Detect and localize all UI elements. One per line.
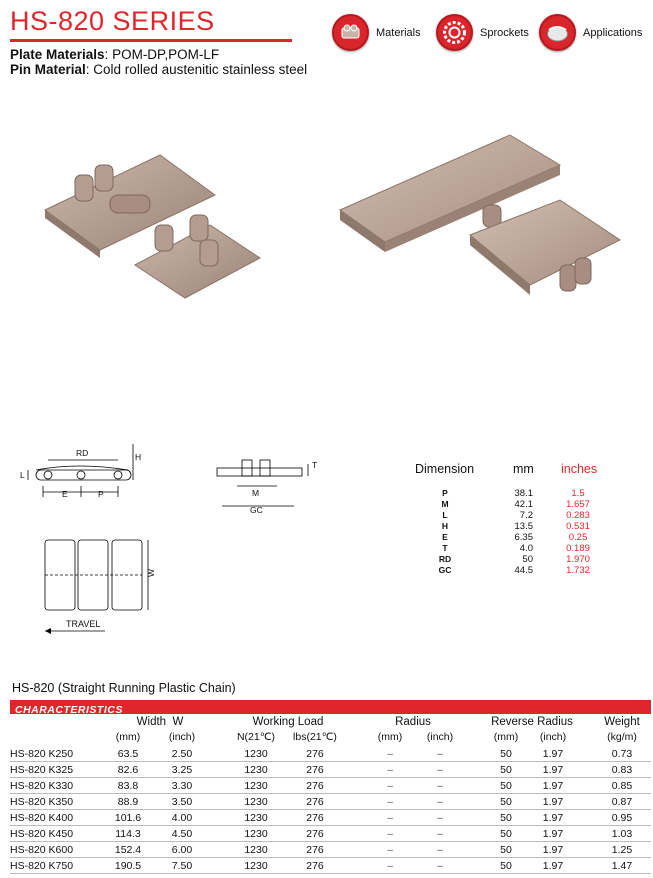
dimension-mm: 4.0 [519,543,533,554]
dimension-row [415,565,653,576]
dimension-key: L [442,510,448,520]
dimension-mm: 42.1 [514,499,533,510]
cell-load-n: 1230 [244,860,268,872]
cell-width-mm: 88.9 [117,796,139,808]
materials-badge[interactable] [332,14,421,51]
dimension-inches: 1.5 [571,488,585,499]
load-lbs-unit: lbs(21℃) [293,731,337,743]
radius-mm-unit: (mm) [377,731,403,743]
cell-reverse-radius-mm: 50 [500,748,512,760]
dimension-table [415,462,653,592]
dimension-row [415,532,653,543]
cell-reverse-radius-inch: 1.97 [542,764,564,776]
cell-load-lbs: 276 [306,764,324,776]
cell-reverse-radius-mm: 50 [500,812,512,824]
pin-material-line: Pin Material: Cold rolled austenitic stainless steel [10,62,308,77]
cell-radius-inch: – [437,844,443,856]
cell-reverse-radius-mm: 50 [500,780,512,792]
characteristics-bar [10,700,651,714]
cell-load-lbs: 276 [306,828,324,840]
cell-radius-inch: – [437,764,443,776]
plate-material-label: Plate Materials [10,47,105,62]
cell-model: HS-820 K325 [10,764,74,776]
travel-label: TRAVEL [66,619,101,629]
weight-unit: (kg/m) [607,731,637,743]
dimension-inches: 0.283 [566,510,590,521]
dimension-mm: 13.5 [514,521,533,532]
cell-model: HS-820 K250 [10,748,74,760]
dimension-row [415,510,653,521]
cell-radius-mm: – [387,748,393,760]
cell-weight-kg: 0.87 [611,796,633,808]
chain-assembly-image [335,130,625,305]
t-label: T [312,460,318,470]
dimension-key: E [442,532,448,542]
cell-load-n: 1230 [244,796,268,808]
cell-width-mm: 83.8 [117,780,139,792]
radius-header: Radius [395,716,431,728]
dimension-key: H [441,521,449,531]
dimension-inches: 1.657 [566,499,590,510]
table-row [10,826,651,842]
top-view-diagram [40,535,160,615]
cell-load-n: 1230 [244,812,268,824]
cell-width-mm: 63.5 [117,748,139,760]
cell-radius-mm: – [387,812,393,824]
sprockets-badge[interactable] [436,14,529,51]
dimension-row [415,543,653,554]
cell-model: HS-820 K600 [10,844,74,856]
e-label: E [62,489,68,499]
cell-weight-kg: 0.85 [611,780,633,792]
cell-weight-kg: 1.03 [611,828,633,840]
cell-width-inch: 3.50 [171,796,193,808]
cell-radius-mm: – [387,844,393,856]
table-subtitle: HS-820 (Straight Running Plastic Chain) [12,681,236,695]
cell-reverse-radius-inch: 1.97 [542,828,564,840]
p-label: P [98,489,104,499]
cell-reverse-radius-mm: 50 [500,764,512,776]
dimension-key: GC [438,565,452,575]
load-n-unit: N(21℃) [236,731,276,743]
dimension-key: M [441,499,449,509]
page-title: HS-820 SERIES [10,6,215,36]
cell-width-mm: 82.6 [117,764,139,776]
cell-model: HS-820 K450 [10,828,74,840]
cell-weight-kg: 0.73 [611,748,633,760]
plate-material-value: POM-DP,POM-LF [112,47,220,62]
cell-width-mm: 114.3 [115,828,141,840]
cell-width-inch: 2.50 [171,748,193,760]
cell-reverse-radius-inch: 1.97 [542,844,564,856]
cell-model: HS-820 K330 [10,780,74,792]
cell-load-lbs: 276 [306,748,324,760]
cell-radius-mm: – [387,780,393,792]
title-underline [10,39,292,42]
cell-reverse-radius-mm: 50 [500,828,512,840]
radius-inch-unit: (inch) [426,731,454,743]
width-mm-unit: (mm) [115,731,141,743]
cell-width-mm: 152.4 [114,844,142,856]
dimension-mm: 50 [522,554,533,565]
l-label: L [20,470,25,480]
cell-weight-kg: 0.95 [611,812,633,824]
dimension-inches: 0.189 [566,543,590,554]
table-row [10,794,651,810]
cell-reverse-radius-inch: 1.97 [542,780,564,792]
cell-reverse-radius-mm: 50 [500,844,512,856]
cell-width-inch: 4.00 [171,812,193,824]
cell-reverse-radius-inch: 1.97 [542,748,564,760]
materials-label: Materials [376,26,421,39]
cell-radius-inch: – [437,796,443,808]
h-label: H [135,452,142,462]
dimension-key: RD [438,554,452,564]
dimension-row [415,521,653,532]
rev-inch-unit: (inch) [539,731,567,743]
cell-load-n: 1230 [244,764,268,776]
cell-model: HS-820 K750 [10,860,74,872]
dimension-inches: 1.732 [566,565,590,576]
table-row [10,746,651,762]
cell-load-lbs: 276 [306,844,324,856]
table-row [10,842,651,858]
dimension-mm: 44.5 [514,565,533,576]
row-divider [10,873,651,874]
w-label: W [146,568,157,578]
cell-load-lbs: 276 [306,780,324,792]
cell-radius-mm: – [387,828,393,840]
cell-radius-mm: – [387,796,393,808]
cell-load-n: 1230 [244,780,268,792]
cell-reverse-radius-mm: 50 [500,860,512,872]
table-row [10,762,651,778]
cell-width-inch: 4.50 [171,828,193,840]
dimension-row [415,488,653,499]
cell-radius-inch: – [437,860,443,872]
applications-icon [539,14,576,51]
table-row [10,778,651,794]
cell-reverse-radius-inch: 1.97 [542,812,564,824]
dimension-key: P [442,488,448,498]
reverse-radius-header: Reverse Radius [491,716,573,728]
dimension-inches: 1.970 [566,554,590,565]
cell-load-n: 1230 [244,748,268,760]
cell-load-n: 1230 [244,828,268,840]
cell-model: HS-820 K400 [10,812,74,824]
cell-width-mm: 101.6 [114,812,142,824]
materials-icon [332,14,369,51]
dimension-mm: 7.2 [519,510,533,521]
rd-label: RD [76,448,89,458]
cell-width-inch: 3.30 [171,780,193,792]
dimension-row [415,499,653,510]
cell-radius-inch: – [437,780,443,792]
dimension-header: Dimension [415,462,475,476]
cell-reverse-radius-inch: 1.97 [542,796,564,808]
cell-radius-mm: – [387,860,393,872]
width-header: Width W [136,716,184,728]
applications-label: Applications [583,26,643,39]
pin-material-value: Cold rolled austenitic stainless steel [93,62,308,77]
inches-header: inches [561,462,598,476]
dimension-row [415,554,653,565]
gc-label: GC [250,505,263,515]
width-inch-unit: (inch) [168,731,196,743]
dimension-inches: 0.531 [566,521,590,532]
cell-weight-kg: 1.47 [611,860,633,872]
cell-model: HS-820 K350 [10,796,74,808]
sprockets-label: Sprockets [480,26,529,39]
front-view-diagram [212,456,322,518]
characteristics-label: CHARACTERISTICS [15,704,123,716]
mm-header: mm [513,462,534,476]
cell-radius-inch: – [437,748,443,760]
cell-radius-mm: – [387,764,393,776]
pin-material-label: Pin Material [10,62,86,77]
table-row [10,810,651,826]
cell-load-n: 1230 [244,844,268,856]
cell-width-mm: 190.5 [114,860,142,872]
dimension-key: T [442,543,448,553]
cell-radius-inch: – [437,828,443,840]
cell-load-lbs: 276 [306,812,324,824]
dimension-mm: 38.1 [514,488,533,499]
cell-load-lbs: 276 [306,860,324,872]
chain-links-image [40,140,280,300]
cell-width-inch: 7.50 [171,860,193,872]
plate-material-line: Plate Materials: POM-DP,POM-LF [10,47,220,62]
cell-width-inch: 6.00 [171,844,193,856]
rev-mm-unit: (mm) [493,731,519,743]
dimension-inches: 0.25 [568,532,588,543]
weight-header: Weight [604,716,640,728]
sprocket-icon [436,14,473,51]
table-row [10,858,651,874]
cell-radius-inch: – [437,812,443,824]
cell-reverse-radius-inch: 1.97 [542,860,564,872]
working-load-header: Working Load [252,716,324,728]
cell-width-inch: 3.25 [171,764,193,776]
cell-reverse-radius-mm: 50 [500,796,512,808]
cell-load-lbs: 276 [306,796,324,808]
cell-weight-kg: 0.83 [611,764,633,776]
dimension-mm: 6.35 [514,532,533,543]
applications-badge[interactable] [539,14,642,51]
cell-weight-kg: 1.25 [611,844,633,856]
m-label: M [252,488,260,498]
